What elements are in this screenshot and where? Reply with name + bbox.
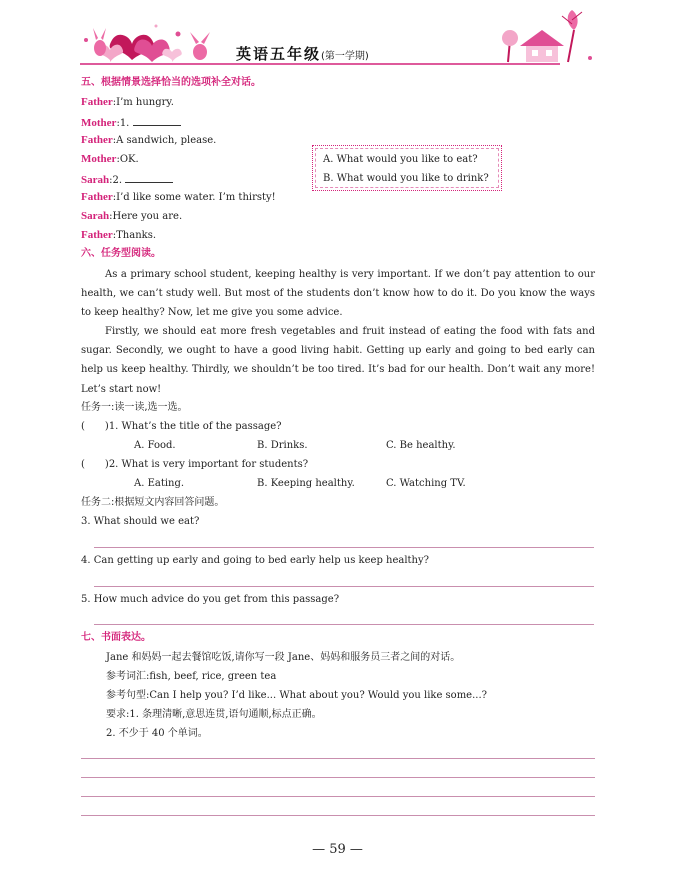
page-header <box>0 0 675 80</box>
header-decoration <box>0 0 675 80</box>
passage-paragraph: As a primary school student, keeping healthy is very important. If we don’t pay attention to our health, we can’t study well. But most of the students don’t know how to do it. Do you know the ways to keep healthy? Now, let me give you some advice. <box>81 269 595 319</box>
q2-option-a: A. Eating. <box>134 478 185 489</box>
reference-vocab: 参考词汇:fish, beef, rice, green tea <box>106 671 277 682</box>
q2-option-c: C. Watching TV. <box>386 478 466 489</box>
answer-blank[interactable] <box>125 172 173 183</box>
q2-option-b: B. Keeping healthy. <box>257 478 355 489</box>
answer-line[interactable] <box>94 624 594 625</box>
answer-blank[interactable] <box>133 115 181 126</box>
q1-option-c: C. Be healthy. <box>386 440 456 451</box>
writing-line[interactable] <box>81 777 595 778</box>
header-title: 英语五年级(第一学期) <box>236 45 369 63</box>
writing-line[interactable] <box>81 815 595 816</box>
answer-line[interactable] <box>94 547 594 548</box>
dialogue-line: Mother:1. <box>81 115 181 130</box>
answer-line[interactable] <box>94 586 594 587</box>
header-subtitle: (第一学期) <box>321 51 369 62</box>
passage-paragraph: Firstly, we should eat more fresh vegetables and fruit instead of eating the food with fats and sugar. Secondly, we ought to have a good living habit. Getting up early and going to bed early can help us keep healthy. Thirdly, we shouldn’t be too tired. It’s bad for our health. Don’t wait any more! Let’s start now! <box>81 326 595 395</box>
dialogue-line: Father:I’d like some water. I’m thirsty! <box>81 191 276 203</box>
task1-title: 任务一:读一读,选一选。 <box>81 402 188 413</box>
dialogue-line: Father:I’m hungry. <box>81 96 174 108</box>
page-number: — 59 — <box>312 842 363 857</box>
dialogue-line: Sarah:Here you are. <box>81 210 183 222</box>
q1-option-b: B. Drinks. <box>257 440 308 451</box>
q1-option-a: A. Food. <box>134 440 176 451</box>
requirement-2: 2. 不少于 40 个单词。 <box>106 728 208 739</box>
dialogue-line: Father:Thanks. <box>81 229 157 241</box>
section5-heading: 五、根据情景选择恰当的选项补全对话。 <box>81 77 261 88</box>
writing-prompt: Jane 和妈妈一起去餐馆吃饭,请你写一段 Jane、妈妈和服务员三者之间的对话。 <box>106 652 461 663</box>
question-1: ( )1. What’s the title of the passage? <box>81 421 282 432</box>
dialogue-line: Sarah:2. <box>81 172 173 187</box>
question-2: ( )2. What is very important for students? <box>81 459 309 470</box>
reference-sentences: 参考句型:Can I help you? I’d like... What about you? Would you like some...? <box>106 690 487 701</box>
writing-line[interactable] <box>81 796 595 797</box>
option-b: B. What would you like to drink? <box>323 173 489 184</box>
dialogue-line: Father:A sandwich, please. <box>81 134 217 146</box>
question-4: 4. Can getting up early and going to bed early help us keep healthy? <box>81 555 430 566</box>
section7-heading: 七、书面表达。 <box>81 632 151 643</box>
writing-line[interactable] <box>81 758 595 759</box>
requirement-1: 要求:1. 条理清晰,意思连贯,语句通顺,标点正确。 <box>106 709 322 720</box>
options-box <box>312 145 502 191</box>
answer-paren[interactable]: ( ) <box>81 421 109 432</box>
answer-paren[interactable]: ( ) <box>81 459 109 470</box>
task2-title: 任务二:根据短文内容回答问题。 <box>81 497 225 508</box>
question-5: 5. How much advice do you get from this passage? <box>81 594 340 605</box>
option-a: A. What would you like to eat? <box>323 154 478 165</box>
dialogue-line: Mother:OK. <box>81 153 139 165</box>
question-3: 3. What should we eat? <box>81 516 200 527</box>
section6-heading: 六、任务型阅读。 <box>81 248 161 259</box>
